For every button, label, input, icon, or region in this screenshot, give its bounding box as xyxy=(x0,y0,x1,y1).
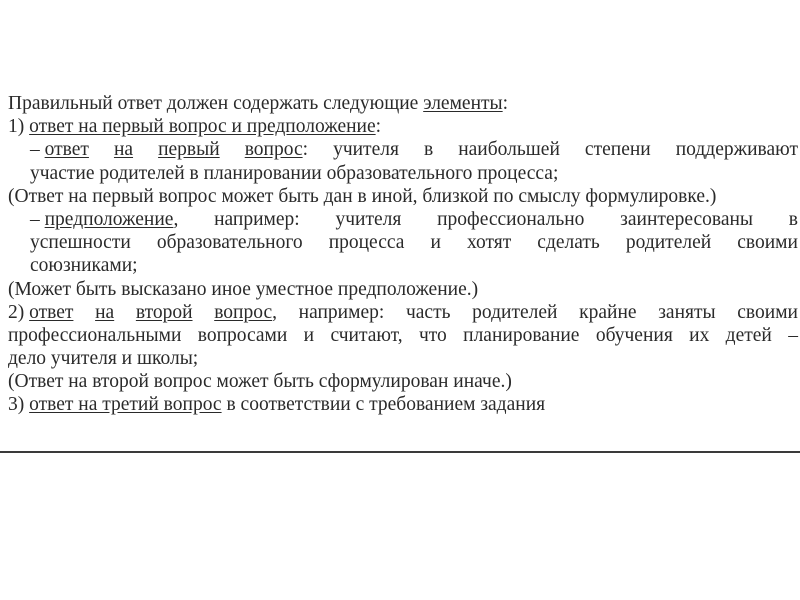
item2-word: заняты xyxy=(658,301,716,323)
item1-suffix: : xyxy=(375,116,382,138)
item2-word: вопросами xyxy=(197,324,288,346)
answer1-word-group xyxy=(245,138,308,161)
answer1-lead xyxy=(30,138,89,161)
answer1-dash: – xyxy=(30,139,45,161)
item2-line1 xyxy=(8,301,798,324)
answer1-word: поддерживают xyxy=(675,139,798,161)
item2-word: профессиональными xyxy=(8,324,182,346)
item2-word: часть xyxy=(405,301,451,323)
bottom-divider xyxy=(0,451,800,453)
item1-line xyxy=(8,115,798,138)
hypothesis-word: родителей xyxy=(625,232,712,254)
item2-word: считают, xyxy=(330,324,403,346)
hypothesis-word: в xyxy=(788,208,798,230)
item2-line2 xyxy=(8,324,798,347)
item2-word: родителей xyxy=(472,301,558,323)
answer-criteria-text xyxy=(8,92,798,417)
item3-underlined: ответ на третий вопрос xyxy=(29,394,222,416)
answer1-word: учителя xyxy=(333,139,399,161)
item2-word: планирование xyxy=(463,324,580,346)
intro-suffix: : xyxy=(502,93,509,114)
answer1-word: степени xyxy=(584,139,651,161)
item3-suffix: в соответствии с требованием задания xyxy=(221,394,546,416)
hypothesis-dash: – xyxy=(30,208,45,230)
hypothesis-word: и xyxy=(430,232,441,254)
item2-word: вопрос xyxy=(214,301,273,323)
hypothesis-line1 xyxy=(8,208,798,231)
note3-line: (Ответ на второй вопрос может быть сформулирован иначе.) xyxy=(8,371,512,393)
hypothesis-word: например: xyxy=(214,208,300,230)
item2-word: ответ xyxy=(29,301,74,323)
hypothesis-word: образовательного xyxy=(156,232,303,254)
item3-number: 3) xyxy=(8,394,30,416)
answer1-word: вопрос xyxy=(244,139,303,161)
answer1-word: ответ xyxy=(44,139,89,161)
item1-number: 1) xyxy=(8,116,30,138)
answer1-word: на xyxy=(113,139,134,161)
note1-line: (Ответ на первый вопрос может быть дан в иной, близкой по смыслу формулировке.) xyxy=(8,185,717,207)
item1-underlined: ответ на первый вопрос и предположение xyxy=(29,116,376,138)
hypothesis-word: успешности xyxy=(30,232,131,254)
item2-word: например: xyxy=(298,301,385,323)
item2-word: их xyxy=(689,324,710,346)
item2-word: детей xyxy=(725,324,772,346)
item3-line xyxy=(8,393,798,416)
answer1-line1 xyxy=(8,138,798,161)
hypothesis-word: своими xyxy=(737,232,798,254)
hypothesis-word: учителя xyxy=(335,208,402,230)
hypothesis-lead xyxy=(30,208,178,231)
hypothesis-word: профессионально xyxy=(437,208,585,230)
answer1-word: первый xyxy=(158,139,220,161)
item2-number: 2) xyxy=(8,301,30,323)
answer1-line2: участие родителей в планировании образовательного процесса; xyxy=(30,162,559,184)
hypothesis-word: хотят xyxy=(466,232,512,254)
hypothesis-line3: союзниками; xyxy=(30,255,138,277)
item2-word: на xyxy=(95,301,115,323)
answer1-word: наибольшей xyxy=(458,139,560,161)
item2-word: крайне xyxy=(579,301,637,323)
hypothesis-underlined: предположение xyxy=(44,208,174,230)
item2-lead xyxy=(8,301,73,324)
item2-word: – xyxy=(788,324,798,346)
hypothesis-word: заинтересованы xyxy=(620,208,754,230)
hypothesis-comma: , xyxy=(173,208,179,230)
hypothesis-word: процесса xyxy=(328,232,405,254)
item2-word: своими xyxy=(737,301,798,323)
intro-underlined: элементы xyxy=(423,93,503,114)
intro-prefix: Правильный ответ должен содержать следующие xyxy=(8,93,424,114)
item2-word: что xyxy=(418,324,447,346)
answer1-word: в xyxy=(423,139,434,161)
item2-comma: , xyxy=(272,301,277,323)
item2-word: обучения xyxy=(595,324,673,346)
intro-line xyxy=(8,92,798,115)
answer1-colon: : xyxy=(302,139,309,161)
item2-word-group xyxy=(214,301,277,324)
item2-word: второй xyxy=(135,301,193,323)
note2-line: (Может быть высказано иное уместное предположение.) xyxy=(8,278,479,300)
hypothesis-line2 xyxy=(8,231,798,254)
hypothesis-word: сделать xyxy=(537,232,600,254)
item2-line3: дело учителя и школы; xyxy=(8,348,199,370)
item2-word: и xyxy=(303,324,315,346)
